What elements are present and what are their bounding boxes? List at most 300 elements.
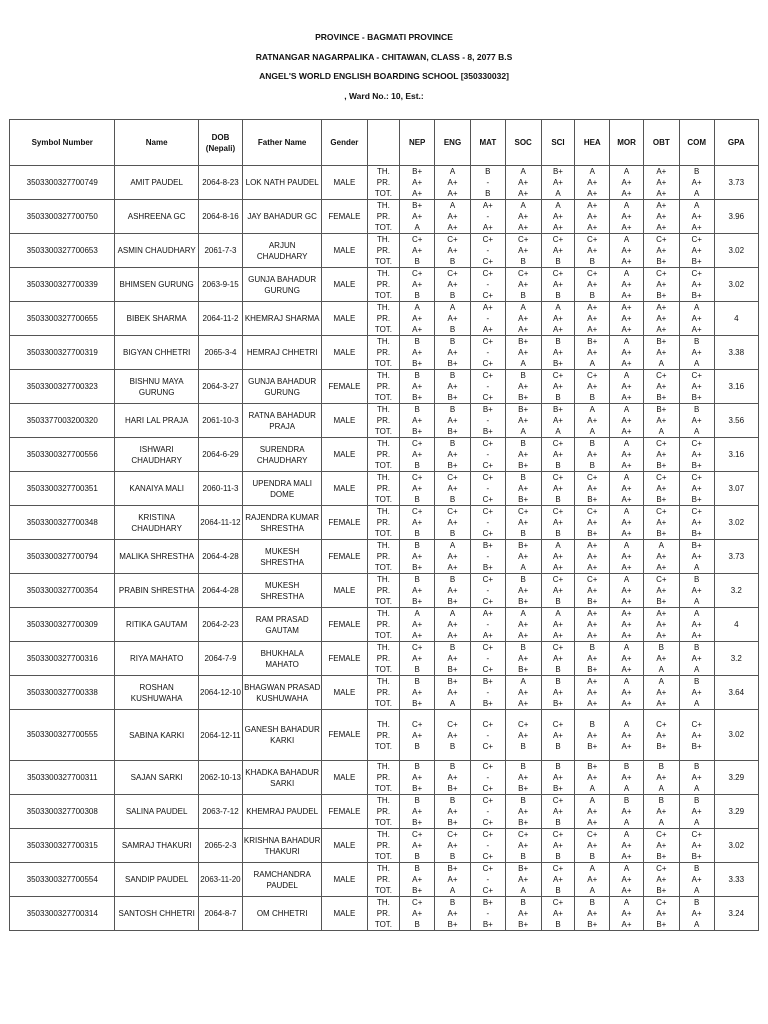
grade-value: C+ <box>411 830 423 839</box>
row-type-labels <box>367 642 400 676</box>
grade-value: B <box>449 575 456 584</box>
dob-value: 2064-11-2 <box>202 314 239 323</box>
grade-value: A+ <box>621 688 632 697</box>
grade-value: B <box>694 796 700 805</box>
grade-value: C+ <box>482 852 494 861</box>
symbol-number-cell: 3503300327700315 <box>10 829 115 863</box>
grade-value: B <box>485 189 491 198</box>
grade-value: A <box>520 677 526 686</box>
grade-value: A+ <box>518 314 529 323</box>
grade-cell-mor <box>610 302 644 336</box>
grade-value: C+ <box>482 665 494 674</box>
grade-cell-nep <box>400 438 435 472</box>
grade-value: A+ <box>587 280 598 289</box>
father-name-cell <box>243 608 322 642</box>
grade-value: A+ <box>412 730 423 740</box>
grade-value: A+ <box>518 654 529 663</box>
gender-cell: FEMALE <box>322 200 367 234</box>
grade-cell-hea <box>575 404 610 438</box>
gender-cell: MALE <box>322 829 367 863</box>
father-name: GUNJA BAHADUR GURUNG <box>248 274 317 295</box>
grade-value: B <box>414 337 420 346</box>
father-name: BHAGWAN PRASAD KUSHUWAHA <box>244 682 321 703</box>
student-name-cell <box>115 438 198 472</box>
grade-value: A <box>623 235 630 244</box>
grade-value: A+ <box>447 189 458 198</box>
grade-value: B <box>520 852 526 861</box>
grade-cell-hea <box>575 897 610 931</box>
table-row <box>10 829 759 863</box>
grade-value: A <box>520 167 526 176</box>
grade-value: A+ <box>621 212 632 221</box>
grade-value: A+ <box>691 620 702 629</box>
grade-cell-soc <box>505 268 541 302</box>
grade-value: B <box>555 852 561 861</box>
grade-value: A+ <box>621 597 632 606</box>
student-name: AMIT PAUDEL <box>130 178 183 187</box>
grade-value: A+ <box>656 189 667 198</box>
student-name-cell <box>115 897 198 931</box>
grade-value: B+ <box>518 665 529 674</box>
row-type-label: PR. <box>376 416 391 425</box>
grade-value: B+ <box>552 167 563 176</box>
gpa-cell: 3.16 <box>714 438 758 472</box>
row-type-label: PR. <box>376 773 391 782</box>
dob-cell <box>198 710 242 761</box>
grade-value: C+ <box>517 269 529 278</box>
grade-value: - <box>486 484 490 493</box>
grade-value: A+ <box>587 484 598 493</box>
grade-value: A+ <box>656 841 667 850</box>
grade-value: A+ <box>691 773 702 782</box>
gender-cell: MALE <box>322 574 367 608</box>
grade-cell-obt <box>643 608 679 642</box>
grade-value: - <box>486 909 490 918</box>
grade-value: C+ <box>447 473 458 482</box>
dob-cell <box>198 336 242 370</box>
grade-value: A+ <box>412 280 423 289</box>
student-name-cell <box>115 370 198 404</box>
grade-value: B <box>658 762 665 771</box>
grade-cell-obt <box>643 166 679 200</box>
grade-value: B <box>520 473 526 482</box>
gender-cell: FEMALE <box>322 642 367 676</box>
col-hea: HEA <box>575 120 610 166</box>
student-name-cell <box>115 863 198 897</box>
grade-value: C+ <box>482 719 494 729</box>
grade-value: C+ <box>656 507 667 516</box>
grade-cell-com <box>679 472 714 506</box>
student-name: ASMIN CHAUDHARY <box>117 246 196 255</box>
grade-cell-hea <box>575 166 610 200</box>
grade-value: C+ <box>691 371 702 380</box>
grade-value: B <box>589 393 595 402</box>
table-row <box>10 795 759 829</box>
student-name-cell <box>115 642 198 676</box>
col-gpa: GPA <box>714 120 758 166</box>
row-type-label: TOT. <box>374 189 393 198</box>
grade-value: A+ <box>656 303 667 312</box>
grade-cell-nep <box>400 302 435 336</box>
row-type-label: TOT. <box>374 597 393 606</box>
grade-cell-soc <box>505 234 541 268</box>
grade-value: A+ <box>587 416 598 425</box>
grade-value: B+ <box>482 699 493 708</box>
grade-value: A+ <box>412 518 423 527</box>
grade-value: A <box>520 303 526 312</box>
father-name-cell <box>243 574 322 608</box>
grade-value: C+ <box>447 719 458 729</box>
grade-value: A+ <box>552 314 563 323</box>
row-type-label: TH. <box>376 796 390 805</box>
grade-value: A+ <box>447 563 458 572</box>
grade-value: A+ <box>587 654 598 663</box>
grade-cell-hea <box>575 472 610 506</box>
father-name: KHADKA BAHADUR SARKI <box>245 767 320 788</box>
grade-value: C+ <box>482 473 494 482</box>
grade-cell-soc <box>505 676 541 710</box>
grade-value: A+ <box>621 484 632 493</box>
grade-cell-eng <box>435 200 471 234</box>
grade-value: A+ <box>621 875 632 884</box>
grade-value: B+ <box>656 886 667 895</box>
grade-value: B <box>623 762 630 771</box>
grade-cell-obt <box>643 676 679 710</box>
grade-value: A <box>555 541 561 550</box>
grade-value: A+ <box>621 246 632 255</box>
grade-value: A+ <box>621 886 632 895</box>
father-name: GANESH BAHADUR KARKI <box>244 725 320 745</box>
grade-value: A+ <box>621 178 632 187</box>
row-type-label: PR. <box>376 314 391 323</box>
grade-value: B <box>520 741 526 751</box>
grades-table <box>9 119 759 931</box>
grade-value: A <box>658 665 665 674</box>
grade-value: A+ <box>621 325 632 334</box>
grade-value: C+ <box>482 257 494 266</box>
grade-value: A+ <box>587 223 598 232</box>
grade-value: C+ <box>552 830 564 839</box>
grade-value: B <box>414 852 420 861</box>
table-row <box>10 574 759 608</box>
grade-value: B <box>449 529 456 538</box>
grade-value: C+ <box>656 235 667 244</box>
student-name-cell <box>115 200 198 234</box>
row-type-label: TOT. <box>374 818 393 827</box>
grade-value: A <box>658 427 665 436</box>
grade-value: C+ <box>656 830 667 839</box>
grade-value: A <box>694 920 700 929</box>
table-row <box>10 438 759 472</box>
student-name-cell <box>115 829 198 863</box>
grade-value: C+ <box>552 796 564 805</box>
grade-value: B+ <box>447 393 458 402</box>
grade-value: B+ <box>518 864 529 873</box>
dob-value: 2064-6-29 <box>202 450 239 459</box>
grade-value: A+ <box>656 875 667 884</box>
grade-cell-com <box>679 574 714 608</box>
grade-value: A+ <box>412 688 423 697</box>
student-name: KRISTINA CHAUDHARY <box>131 512 182 533</box>
grade-value: B <box>589 461 595 470</box>
gender-cell: FEMALE <box>322 506 367 540</box>
grade-value: B+ <box>656 597 667 606</box>
col-obt: OBT <box>643 120 679 166</box>
grade-value: C+ <box>656 439 667 448</box>
grade-value: B <box>555 597 561 606</box>
grade-value: B <box>449 439 456 448</box>
grade-value: C+ <box>482 235 494 244</box>
grade-value: B <box>520 529 526 538</box>
grade-value: A+ <box>656 688 667 697</box>
grade-value: A+ <box>412 484 423 493</box>
grade-cell-soc <box>505 166 541 200</box>
grade-value: B+ <box>412 818 423 827</box>
student-name-cell <box>115 540 198 574</box>
row-type-label: TOT. <box>374 291 393 300</box>
grade-value: A+ <box>412 246 423 255</box>
grade-value: B <box>589 439 595 448</box>
grade-value: B+ <box>447 359 458 368</box>
row-type-labels <box>367 829 400 863</box>
grade-cell-mat <box>470 540 505 574</box>
municipality-title: RATNANGAR NAGARPALIKA - CHITAWAN, CLASS - 8, 2077 B.S <box>255 51 513 62</box>
table-row <box>10 200 759 234</box>
grade-value: A+ <box>518 246 529 255</box>
grade-value: B+ <box>412 784 423 793</box>
col-mat: MAT <box>470 120 505 166</box>
father-name-cell <box>243 166 322 200</box>
row-type-label: PR. <box>376 620 391 629</box>
grade-value: B+ <box>656 461 667 470</box>
grade-value: A+ <box>621 609 632 618</box>
grade-cell-eng <box>435 438 471 472</box>
grade-value: B+ <box>482 677 493 686</box>
grade-value: B <box>520 371 526 380</box>
table-row <box>10 302 759 336</box>
grade-value: A+ <box>587 189 598 198</box>
grade-value: B <box>449 257 456 266</box>
school-title: ANGEL'S WORLD ENGLISH BOARDING SCHOOL [350330032] <box>259 71 509 81</box>
grade-value: B+ <box>691 541 702 550</box>
grade-value: C+ <box>482 507 494 516</box>
grade-value: A+ <box>482 223 493 232</box>
grade-value: A <box>589 864 595 873</box>
grade-cell-soc <box>505 608 541 642</box>
grade-value: C+ <box>517 830 529 839</box>
grade-value: A+ <box>656 552 667 561</box>
grade-cell-nep <box>400 370 435 404</box>
grade-value: C+ <box>552 719 564 729</box>
table-row <box>10 676 759 710</box>
grade-value: B <box>555 886 561 895</box>
gpa-cell: 3.38 <box>714 336 758 370</box>
gpa-cell: 3.2 <box>714 574 758 608</box>
student-name: BIGYAN CHHETRI <box>122 348 191 357</box>
grade-value: B <box>589 719 595 729</box>
grade-cell-com <box>679 863 714 897</box>
gpa-cell: 3.64 <box>714 676 758 710</box>
grade-value: A <box>589 427 595 436</box>
dob-value: 2065-2-3 <box>204 841 237 850</box>
row-type-label: PR. <box>376 586 391 595</box>
grade-value: A+ <box>518 348 529 357</box>
grade-value: B+ <box>447 677 458 686</box>
symbol-number-cell: 3503300327700554 <box>10 863 115 897</box>
grade-value: C+ <box>482 337 494 346</box>
grade-value: A+ <box>621 189 632 198</box>
dob-cell <box>198 574 242 608</box>
grade-value: B+ <box>447 665 458 674</box>
grade-value: - <box>486 212 490 221</box>
grade-value: B <box>658 796 665 805</box>
grade-value: B+ <box>587 597 598 606</box>
grade-value: A+ <box>518 178 529 187</box>
grade-value: A+ <box>412 178 423 187</box>
dob-cell <box>198 472 242 506</box>
grade-value: C+ <box>482 359 494 368</box>
grade-value: A+ <box>587 909 598 918</box>
grade-value: C+ <box>482 762 494 771</box>
grade-value: A <box>414 609 420 618</box>
student-name-cell <box>115 795 198 829</box>
row-type-label: TOT. <box>374 852 393 861</box>
grade-cell-mor <box>610 166 644 200</box>
student-name-cell <box>115 574 198 608</box>
grade-cell-sci <box>541 438 575 472</box>
row-type-label: TOT. <box>374 741 393 751</box>
grade-value: A+ <box>691 246 702 255</box>
grade-value: B <box>449 643 456 652</box>
row-type-label: TOT. <box>374 529 393 538</box>
grade-value: A+ <box>447 654 458 663</box>
row-type-label: TH. <box>376 898 390 907</box>
row-type-label: TOT. <box>374 393 393 402</box>
grade-value: - <box>486 620 490 629</box>
row-type-label: PR. <box>376 348 391 357</box>
student-name-cell <box>115 676 198 710</box>
grade-cell-hea <box>575 574 610 608</box>
father-name-cell <box>243 336 322 370</box>
father-name: JAY BAHADUR GC <box>247 212 317 221</box>
grade-value: A+ <box>691 416 702 425</box>
grade-value: C+ <box>482 741 494 751</box>
grade-value: A+ <box>587 677 598 686</box>
grade-value: - <box>486 518 490 527</box>
grade-cell-mat <box>470 608 505 642</box>
grade-value: B <box>555 741 561 751</box>
grade-cell-obt <box>643 897 679 931</box>
grade-value: A+ <box>621 552 632 561</box>
father-name-cell <box>243 234 322 268</box>
grade-value: B+ <box>447 461 458 470</box>
table-row <box>10 710 759 761</box>
grade-value: - <box>486 348 490 357</box>
grade-value: A+ <box>656 586 667 595</box>
dob-cell <box>198 404 242 438</box>
grade-value: A <box>589 784 595 793</box>
col-type <box>367 120 400 166</box>
grade-cell-soc <box>505 200 541 234</box>
grade-cell-mor <box>610 897 644 931</box>
student-name: SAMRAJ THAKURI <box>121 841 192 850</box>
grade-value: A+ <box>518 699 529 708</box>
row-type-label: TOT. <box>374 784 393 793</box>
grade-value: B <box>520 796 526 805</box>
grade-value: B <box>449 371 456 380</box>
grade-value: A+ <box>656 280 667 289</box>
grade-value: A+ <box>587 730 598 740</box>
grade-cell-nep <box>400 404 435 438</box>
grade-value: A+ <box>552 382 563 391</box>
dob-value: 2063-11-20 <box>200 875 241 884</box>
grade-cell-com <box>679 268 714 302</box>
grade-value: B+ <box>656 393 667 402</box>
grade-value: B+ <box>691 461 702 470</box>
grade-value: B <box>589 898 595 907</box>
student-name: BIBEK SHARMA <box>126 314 187 323</box>
grade-cell-com <box>679 336 714 370</box>
grade-value: B <box>555 665 561 674</box>
grade-cell-eng <box>435 608 471 642</box>
row-type-label: TH. <box>376 201 390 210</box>
grade-value: A+ <box>691 518 702 527</box>
row-type-labels <box>367 200 400 234</box>
grade-value: A+ <box>552 654 563 663</box>
grade-cell-sci <box>541 761 575 795</box>
grade-cell-com <box>679 761 714 795</box>
grade-value: A+ <box>518 416 529 425</box>
grade-value: C+ <box>587 269 598 278</box>
grade-cell-sci <box>541 642 575 676</box>
father-name-cell <box>243 506 322 540</box>
grade-cell-sci <box>541 336 575 370</box>
student-name: SABINA KARKI <box>129 730 185 740</box>
gpa-cell: 3.56 <box>714 404 758 438</box>
grade-value: B+ <box>447 818 458 827</box>
grade-cell-mor <box>610 234 644 268</box>
grade-value: A+ <box>691 730 702 740</box>
grade-cell-nep <box>400 268 435 302</box>
grade-value: A+ <box>621 303 632 312</box>
row-type-labels <box>367 234 400 268</box>
grade-value: A+ <box>447 807 458 816</box>
grade-cell-mor <box>610 472 644 506</box>
grade-value: B+ <box>656 337 667 346</box>
grade-value: A+ <box>621 382 632 391</box>
row-type-label: PR. <box>376 178 391 187</box>
grade-value: A+ <box>587 699 598 708</box>
grade-value: B <box>449 741 456 751</box>
grade-cell-obt <box>643 761 679 795</box>
symbol-number-cell: 3503300327700348 <box>10 506 115 540</box>
grade-value: A+ <box>587 201 598 210</box>
grade-cell-sci <box>541 404 575 438</box>
dob-value: 2064-4-28 <box>202 552 239 561</box>
grade-cell-mor <box>610 829 644 863</box>
grade-cell-soc <box>505 404 541 438</box>
father-name: BHUKHALA MAHATO <box>260 648 304 669</box>
father-name-cell <box>243 863 322 897</box>
grade-value: B <box>555 529 561 538</box>
grade-value: A <box>694 609 700 618</box>
grade-value: A <box>694 597 700 606</box>
grade-value: A <box>449 609 456 618</box>
row-type-label: PR. <box>376 909 391 918</box>
grade-value: A+ <box>621 529 632 538</box>
father-name: SURENDRA CHAUDHARY <box>256 444 308 465</box>
grade-value: A+ <box>447 773 458 782</box>
